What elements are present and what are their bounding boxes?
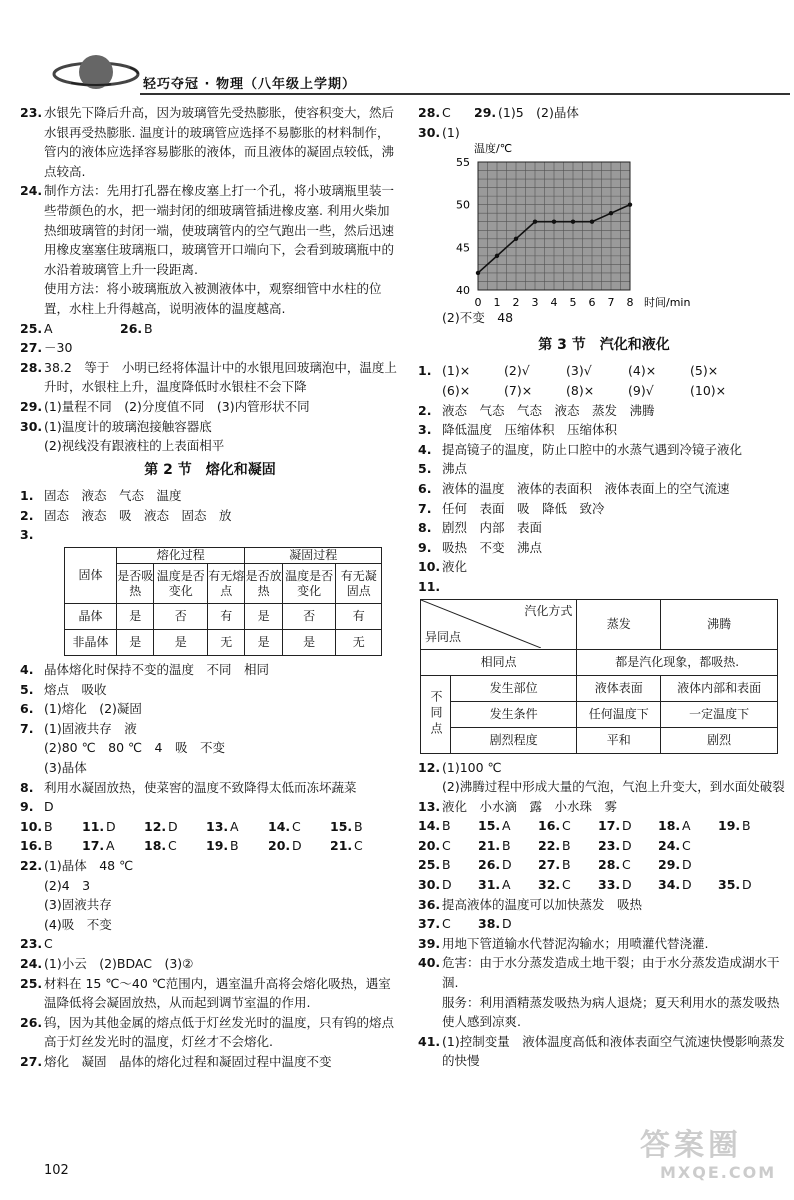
same-label: 相同点 <box>421 649 577 675</box>
answer-25-26: 25. A 26. B <box>20 320 153 336</box>
answer-value: (3)√ <box>566 363 592 379</box>
s2-answer-22: 22. (1)晶体 48 ℃ <box>20 858 134 873</box>
question-number: 17. <box>82 838 105 854</box>
data-point <box>590 220 594 224</box>
answer-value: C <box>292 818 301 834</box>
choice-answer <box>144 836 206 856</box>
x-tick-label: 7 <box>607 296 615 309</box>
answer-28: 28. 38.2 等于 小明已经将体温计中的水银甩回玻璃泡中，温度上升时，水银柱上升，温度降低时水银柱不会下降 <box>20 359 397 395</box>
page-header <box>0 0 794 108</box>
question-number: 35. <box>718 877 741 893</box>
question-number: 23. <box>598 837 621 853</box>
answer-value: D <box>442 877 452 893</box>
s2-answer-22-4: (4)吸 不变 <box>44 916 112 932</box>
answer-value: A <box>230 818 239 834</box>
section-2-title: 第 2 节 熔化和凝固 <box>144 461 276 478</box>
s3-judge-row-2 <box>418 381 790 401</box>
choice-answer <box>598 875 658 895</box>
page-number: 102 <box>44 1163 69 1178</box>
s2-answer-22-3: (3)固液共存 <box>44 897 112 913</box>
right-column <box>418 103 790 1071</box>
choice-answer <box>604 381 666 401</box>
answer-30-2: (2)视线没有跟液柱的上表面相平 <box>44 438 225 454</box>
temperature-time-chart <box>418 128 708 308</box>
choice-answer <box>144 817 206 837</box>
section-3-title: 第 3 节 汽化和液化 <box>538 336 670 353</box>
choice-answer <box>418 836 478 856</box>
s3-answer-40: 40. 危害：由于水分蒸发造成土地干裂；由于水分蒸发造成湖水干涸. <box>418 955 780 991</box>
answer-value: (9)√ <box>628 382 654 398</box>
s3-answer-10: 10. 液化 <box>418 559 468 575</box>
choice-answer <box>718 875 778 895</box>
s3-answer-3: 3. 降低温度 压缩体积 压缩体积 <box>418 422 618 438</box>
answer-30: 30. (1)温度计的玻璃泡接触容器底 <box>20 418 212 434</box>
question-number: 19. <box>718 818 741 834</box>
question-number: 31. <box>478 877 501 893</box>
question-number: 20. <box>268 838 291 854</box>
answer-value: D <box>682 857 692 873</box>
th-h1: 是否吸热 <box>117 564 154 604</box>
choice-answer <box>658 875 718 895</box>
watermark-url: MXQE.COM <box>660 1163 777 1182</box>
table-row-crystal: 晶体 是 否 有 是 否 有 <box>65 604 382 630</box>
saturn-logo-icon <box>52 50 140 96</box>
answer-28-29: 28. C 29. (1)5 (2)晶体 <box>418 105 579 120</box>
answer-value: B <box>562 837 571 853</box>
question-number <box>542 381 566 401</box>
data-point <box>495 254 499 258</box>
header-rule <box>140 93 790 95</box>
th-h2: 温度是否变化 <box>154 564 208 604</box>
choice-answer <box>538 836 598 856</box>
s3-choice-row-37 <box>418 914 790 934</box>
question-number: 15. <box>330 818 353 834</box>
s3-answer-2: 2. 液态 气态 气态 液态 蒸发 沸腾 <box>418 402 655 418</box>
s2-answer-9: 9. D <box>20 799 54 815</box>
question-number: 16. <box>20 838 43 854</box>
x-tick-label: 4 <box>550 296 558 309</box>
question-number: 37. <box>418 916 441 932</box>
answer-value: (10)× <box>690 382 727 398</box>
s3-answer-12-2: (2)沸腾过程中形成大量的气泡，气泡上升变大，到水面处破裂 <box>442 779 785 795</box>
choice-answer <box>330 817 392 837</box>
th-h5: 温度是否变化 <box>282 564 336 604</box>
question-number: 38. <box>478 916 501 932</box>
answer-value: C <box>442 916 451 932</box>
diff-label: 不同点 <box>421 675 451 753</box>
choice-answer <box>330 836 392 856</box>
choice-answer <box>658 855 718 875</box>
data-point <box>628 203 632 207</box>
x-tick-label: 0 <box>474 296 482 309</box>
answer-value: B <box>442 818 451 834</box>
choice-answer <box>480 381 542 401</box>
answer-value: A <box>502 877 511 893</box>
choice-answer <box>718 816 778 836</box>
s3-answer-41: 41. (1)控制变量 液体温度高低和液体表面空气流速快慢影响蒸发的快慢 <box>418 1033 785 1069</box>
choice-answer <box>20 817 82 837</box>
y-tick-label: 40 <box>456 284 470 298</box>
th-h3: 有无熔点 <box>208 564 245 604</box>
answer-value: B <box>502 837 511 853</box>
data-point <box>533 220 537 224</box>
question-number <box>418 381 442 401</box>
choice-answer <box>542 361 604 381</box>
choice-answer <box>542 381 604 401</box>
answer-value: D <box>502 916 512 932</box>
y-tick-label: 55 <box>456 156 470 170</box>
watermark-logo: 答案圈 <box>640 1128 742 1163</box>
choice-answer <box>598 836 658 856</box>
choice-answer <box>418 816 478 836</box>
answer-27: 27. －30 <box>20 340 73 356</box>
vaporization-table: 汽化方式 异同点 蒸发 沸腾 相同点 都是汽化现象，都吸热. 不同点 发生部位 液体表面 液体内部和表面 发生条件 任何温度下 一定温度下 剧烈程度 平和 剧烈 <box>420 599 778 754</box>
th-h4: 是否放热 <box>245 564 282 604</box>
choice-answer <box>598 816 658 836</box>
answer-value: D <box>168 818 178 834</box>
question-number <box>604 361 628 381</box>
x-tick-label: 5 <box>569 296 577 309</box>
s3-choice-row-30 <box>418 875 790 895</box>
th-freeze: 凝固过程 <box>245 548 382 564</box>
s3-choice-row-14 <box>418 816 790 836</box>
answer-value: C <box>168 838 177 854</box>
question-number: 33. <box>598 877 621 893</box>
data-point <box>476 271 480 275</box>
choice-answer <box>478 836 538 856</box>
question-number: 11. <box>82 818 105 834</box>
th-evaporation: 蒸发 <box>577 599 661 649</box>
answer-24-usage: 使用方法：将小玻璃瓶放入被测液体中，观察细管中水柱的位置，水柱上升得越高，说明液体的温度越高. <box>44 281 382 316</box>
question-number: 18. <box>144 838 167 854</box>
question-number: 13. <box>206 818 229 834</box>
data-point <box>552 220 556 224</box>
th-h6: 有无凝固点 <box>336 564 382 604</box>
question-number: 22. <box>538 837 561 853</box>
same-value: 都是汽化现象，都吸热. <box>577 649 778 675</box>
question-number: 10. <box>20 818 43 834</box>
y-tick-label: 45 <box>456 241 470 255</box>
s3-answer-12: 12. (1)100 ℃ <box>418 759 502 775</box>
question-number: 26. <box>478 857 501 873</box>
question-number <box>542 361 566 381</box>
s2-choice-row-1 <box>20 817 400 837</box>
choice-answer <box>478 914 538 934</box>
data-point <box>609 211 613 215</box>
s3-choice-row-20 <box>418 836 790 856</box>
answer-value: D <box>742 877 752 893</box>
answer-value: D <box>622 837 632 853</box>
choice-answer <box>666 381 728 401</box>
answer-29: 29. (1)量程不同 (2)分度值不同 (3)内管形状不同 <box>20 398 310 414</box>
choice-answer <box>538 855 598 875</box>
choice-answer <box>418 855 478 875</box>
question-number: 21. <box>478 837 501 853</box>
answer-value: B <box>742 818 751 834</box>
choice-answer <box>658 836 718 856</box>
answer-value: A <box>106 838 115 854</box>
question-number: 1. <box>418 363 432 379</box>
y-axis-label: 温度/℃ <box>474 142 513 156</box>
x-tick-label: 2 <box>512 296 520 309</box>
question-number: 16. <box>538 818 561 834</box>
question-number <box>666 381 690 401</box>
choice-answer <box>666 361 728 381</box>
s3-answer-6: 6. 液体的温度 液体的表面积 液体表面上的空气流速 <box>418 480 730 496</box>
s3-answer-11: 11. <box>418 578 441 594</box>
answer-value: D <box>682 877 692 893</box>
book-title: 轻巧夺冠 · 物理（八年级上学期） <box>143 77 356 92</box>
choice-answer <box>478 855 538 875</box>
answer-value: D <box>502 857 512 873</box>
s3-answer-7: 7. 任何 表面 吸 降低 致冷 <box>418 500 605 516</box>
answer-value: B <box>562 857 571 873</box>
s2-answer-6: 6. (1)熔化 (2)凝固 <box>20 701 142 717</box>
x-axis-label: 时间/min <box>644 296 691 309</box>
s2-answer-4: 4. 晶体熔化时保持不变的温度 不同 相同 <box>20 662 270 678</box>
corner-cell: 汽化方式 异同点 <box>421 599 577 649</box>
answer-value: (5)× <box>690 363 719 379</box>
answer-30-2: (2)不变 48 <box>442 310 514 326</box>
question-number: 20. <box>418 837 441 853</box>
table-row-amorphous: 非晶体 是 是 无 是 是 无 <box>65 630 382 656</box>
question-number: 34. <box>658 877 681 893</box>
y-tick-label: 50 <box>456 198 470 212</box>
s2-answer-25: 25. 材料在 15 ℃～40 ℃范围内，遇室温升高将会熔化吸热，遇室温降低将会凝固放热，从而起到调节室温的作用. <box>20 975 391 1011</box>
choice-answer <box>82 836 144 856</box>
question-number <box>480 381 504 401</box>
melting-table <box>64 547 382 656</box>
x-tick-label: 3 <box>531 296 539 309</box>
choice-answer <box>268 817 330 837</box>
choice-answer <box>206 817 268 837</box>
s2-answer-5: 5. 熔点 吸收 <box>20 681 107 697</box>
question-number: 14. <box>268 818 291 834</box>
s2-answer-1: 1. 固态 液态 气态 温度 <box>20 488 182 504</box>
data-point <box>514 237 518 241</box>
question-number: 17. <box>598 818 621 834</box>
choice-answer <box>20 836 82 856</box>
s3-judge-row-1 <box>418 361 790 381</box>
answer-value: (7)× <box>504 382 533 398</box>
s2-answer-7-2: (2)80 ℃ 80 ℃ 4 吸 不变 <box>44 740 225 756</box>
answer-value: B <box>230 838 239 854</box>
th-solid: 固体 <box>65 548 117 604</box>
s2-choice-row-2 <box>20 836 400 856</box>
s2-answer-22-2: (2)4 3 <box>44 877 91 893</box>
s3-answer-4: 4. 提高镜子的温度，防止口腔中的水蒸气遇到冷镜子液化 <box>418 441 743 457</box>
question-number <box>604 381 628 401</box>
s2-answer-3: 3. <box>20 527 34 543</box>
answer-value: C <box>682 837 691 853</box>
s2-answer-7-3: (3)晶体 <box>44 760 87 776</box>
question-number <box>666 361 690 381</box>
question-number: 19. <box>206 838 229 854</box>
answer-value: C <box>622 857 631 873</box>
s2-answer-24: 24. (1)小云 (2)BDAC (3)② <box>20 955 194 971</box>
answer-value: B <box>44 818 53 834</box>
s2-answer-26: 26. 钨，因为其他金属的熔点低于灯丝发光时的温度，只有钨的熔点高于灯丝发光时的温度，灯丝才不会熔化. <box>20 1014 395 1050</box>
choice-answer <box>604 361 666 381</box>
answer-value: D <box>292 838 302 854</box>
question-number: 15. <box>478 818 501 834</box>
choice-answer <box>268 836 330 856</box>
s3-choice-row-25 <box>418 855 790 875</box>
answer-value: D <box>622 877 632 893</box>
question-number: 21. <box>330 838 353 854</box>
s2-answer-8: 8. 利用水凝固放热，使菜窖的温度不致降得太低而冻坏蔬菜 <box>20 779 357 795</box>
question-number: 32. <box>538 877 561 893</box>
answer-24: 24. 制作方法：先用打孔器在橡皮塞上打一个孔，将小玻璃瓶里装一些带颜色的水，把一端封闭的细玻璃管插进橡皮塞. 利用火柴加热细玻璃管的封闭一端，使玻璃管内的空气跑出一些，然后迅速用橡皮塞塞住玻璃瓶口，玻璃管开口端向下，会看到玻璃瓶中的水沿着玻璃管上升一段距离. <box>20 183 395 277</box>
answer-value: (2)√ <box>504 363 530 379</box>
s3-answer-36: 36. 提高液体的温度可以加快蒸发 吸热 <box>418 896 643 912</box>
answer-23: 23. 水银先下降后升高，因为玻璃管先受热膨胀，使容积变大，然后水银再受热膨胀. 温度计的玻璃管应选择不易膨胀的材料制作，管内的液体应选择容易膨胀的液体，而且液体的凝固点较低，沸点较高. <box>20 105 395 179</box>
x-tick-label: 1 <box>493 296 501 309</box>
x-tick-label: 6 <box>588 296 596 309</box>
answer-value: B <box>44 838 53 854</box>
question-number <box>480 361 504 381</box>
answer-value: A <box>502 818 511 834</box>
choice-answer <box>206 836 268 856</box>
answer-30: 30. (1) <box>418 124 460 140</box>
answer-value: C <box>562 818 571 834</box>
left-column <box>20 103 400 1072</box>
choice-answer <box>478 875 538 895</box>
th-boiling: 沸腾 <box>661 599 778 649</box>
answer-value: (8)× <box>566 382 595 398</box>
question-number: 18. <box>658 818 681 834</box>
question-number: 24. <box>658 837 681 853</box>
question-number: 14. <box>418 818 441 834</box>
answer-value: D <box>622 818 632 834</box>
choice-answer <box>82 817 144 837</box>
choice-answer <box>480 361 542 381</box>
data-point <box>571 220 575 224</box>
question-number: 29. <box>658 857 681 873</box>
s3-answer-8: 8. 剧烈 内部 表面 <box>418 520 543 536</box>
th-melt: 熔化过程 <box>117 548 245 564</box>
choice-answer <box>418 381 480 401</box>
choice-answer <box>418 914 478 934</box>
s3-answer-40-2: 服务：利用酒精蒸发吸热为病人退烧；夏天利用水的蒸发吸热使人感到凉爽. <box>442 994 780 1030</box>
answer-value: B <box>354 818 363 834</box>
choice-answer <box>538 816 598 836</box>
question-number: 30. <box>418 877 441 893</box>
choice-answer <box>538 875 598 895</box>
answer-value: A <box>682 818 691 834</box>
answer-value: C <box>354 838 363 854</box>
answer-value: D <box>106 818 116 834</box>
question-number: 28. <box>598 857 621 873</box>
s3-answer-5: 5. 沸点 <box>418 461 468 477</box>
s3-answer-13: 13. 液化 小水滴 露 小水珠 雾 <box>418 798 618 814</box>
s2-answer-27: 27. 熔化 凝固 晶体的熔化过程和凝固过程中温度不变 <box>20 1053 332 1069</box>
question-number: 12. <box>144 818 167 834</box>
answer-value: B <box>442 857 451 873</box>
answer-value: (6)× <box>442 382 471 398</box>
question-number: 27. <box>538 857 561 873</box>
x-tick-label: 8 <box>626 296 634 309</box>
s3-answer-39: 39. 用地下管道输水代替泥沟输水；用喷灌代替浇灌. <box>418 935 709 951</box>
question-number: 25. <box>418 857 441 873</box>
s2-answer-2: 2. 固态 液态 吸 液态 固态 放 <box>20 507 232 523</box>
choice-answer <box>478 816 538 836</box>
choice-answer <box>418 361 480 381</box>
choice-answer <box>598 855 658 875</box>
choice-answer <box>418 875 478 895</box>
s3-answer-9: 9. 吸热 不变 沸点 <box>418 539 543 555</box>
answer-value: C <box>562 877 571 893</box>
s2-answer-23: 23. C <box>20 936 53 952</box>
answer-value: (1)× <box>442 363 471 379</box>
answer-value: (4)× <box>628 363 657 379</box>
s2-answer-7: 7. (1)固液共存 液 <box>20 720 137 736</box>
answer-value: C <box>442 837 451 853</box>
choice-answer <box>658 816 718 836</box>
